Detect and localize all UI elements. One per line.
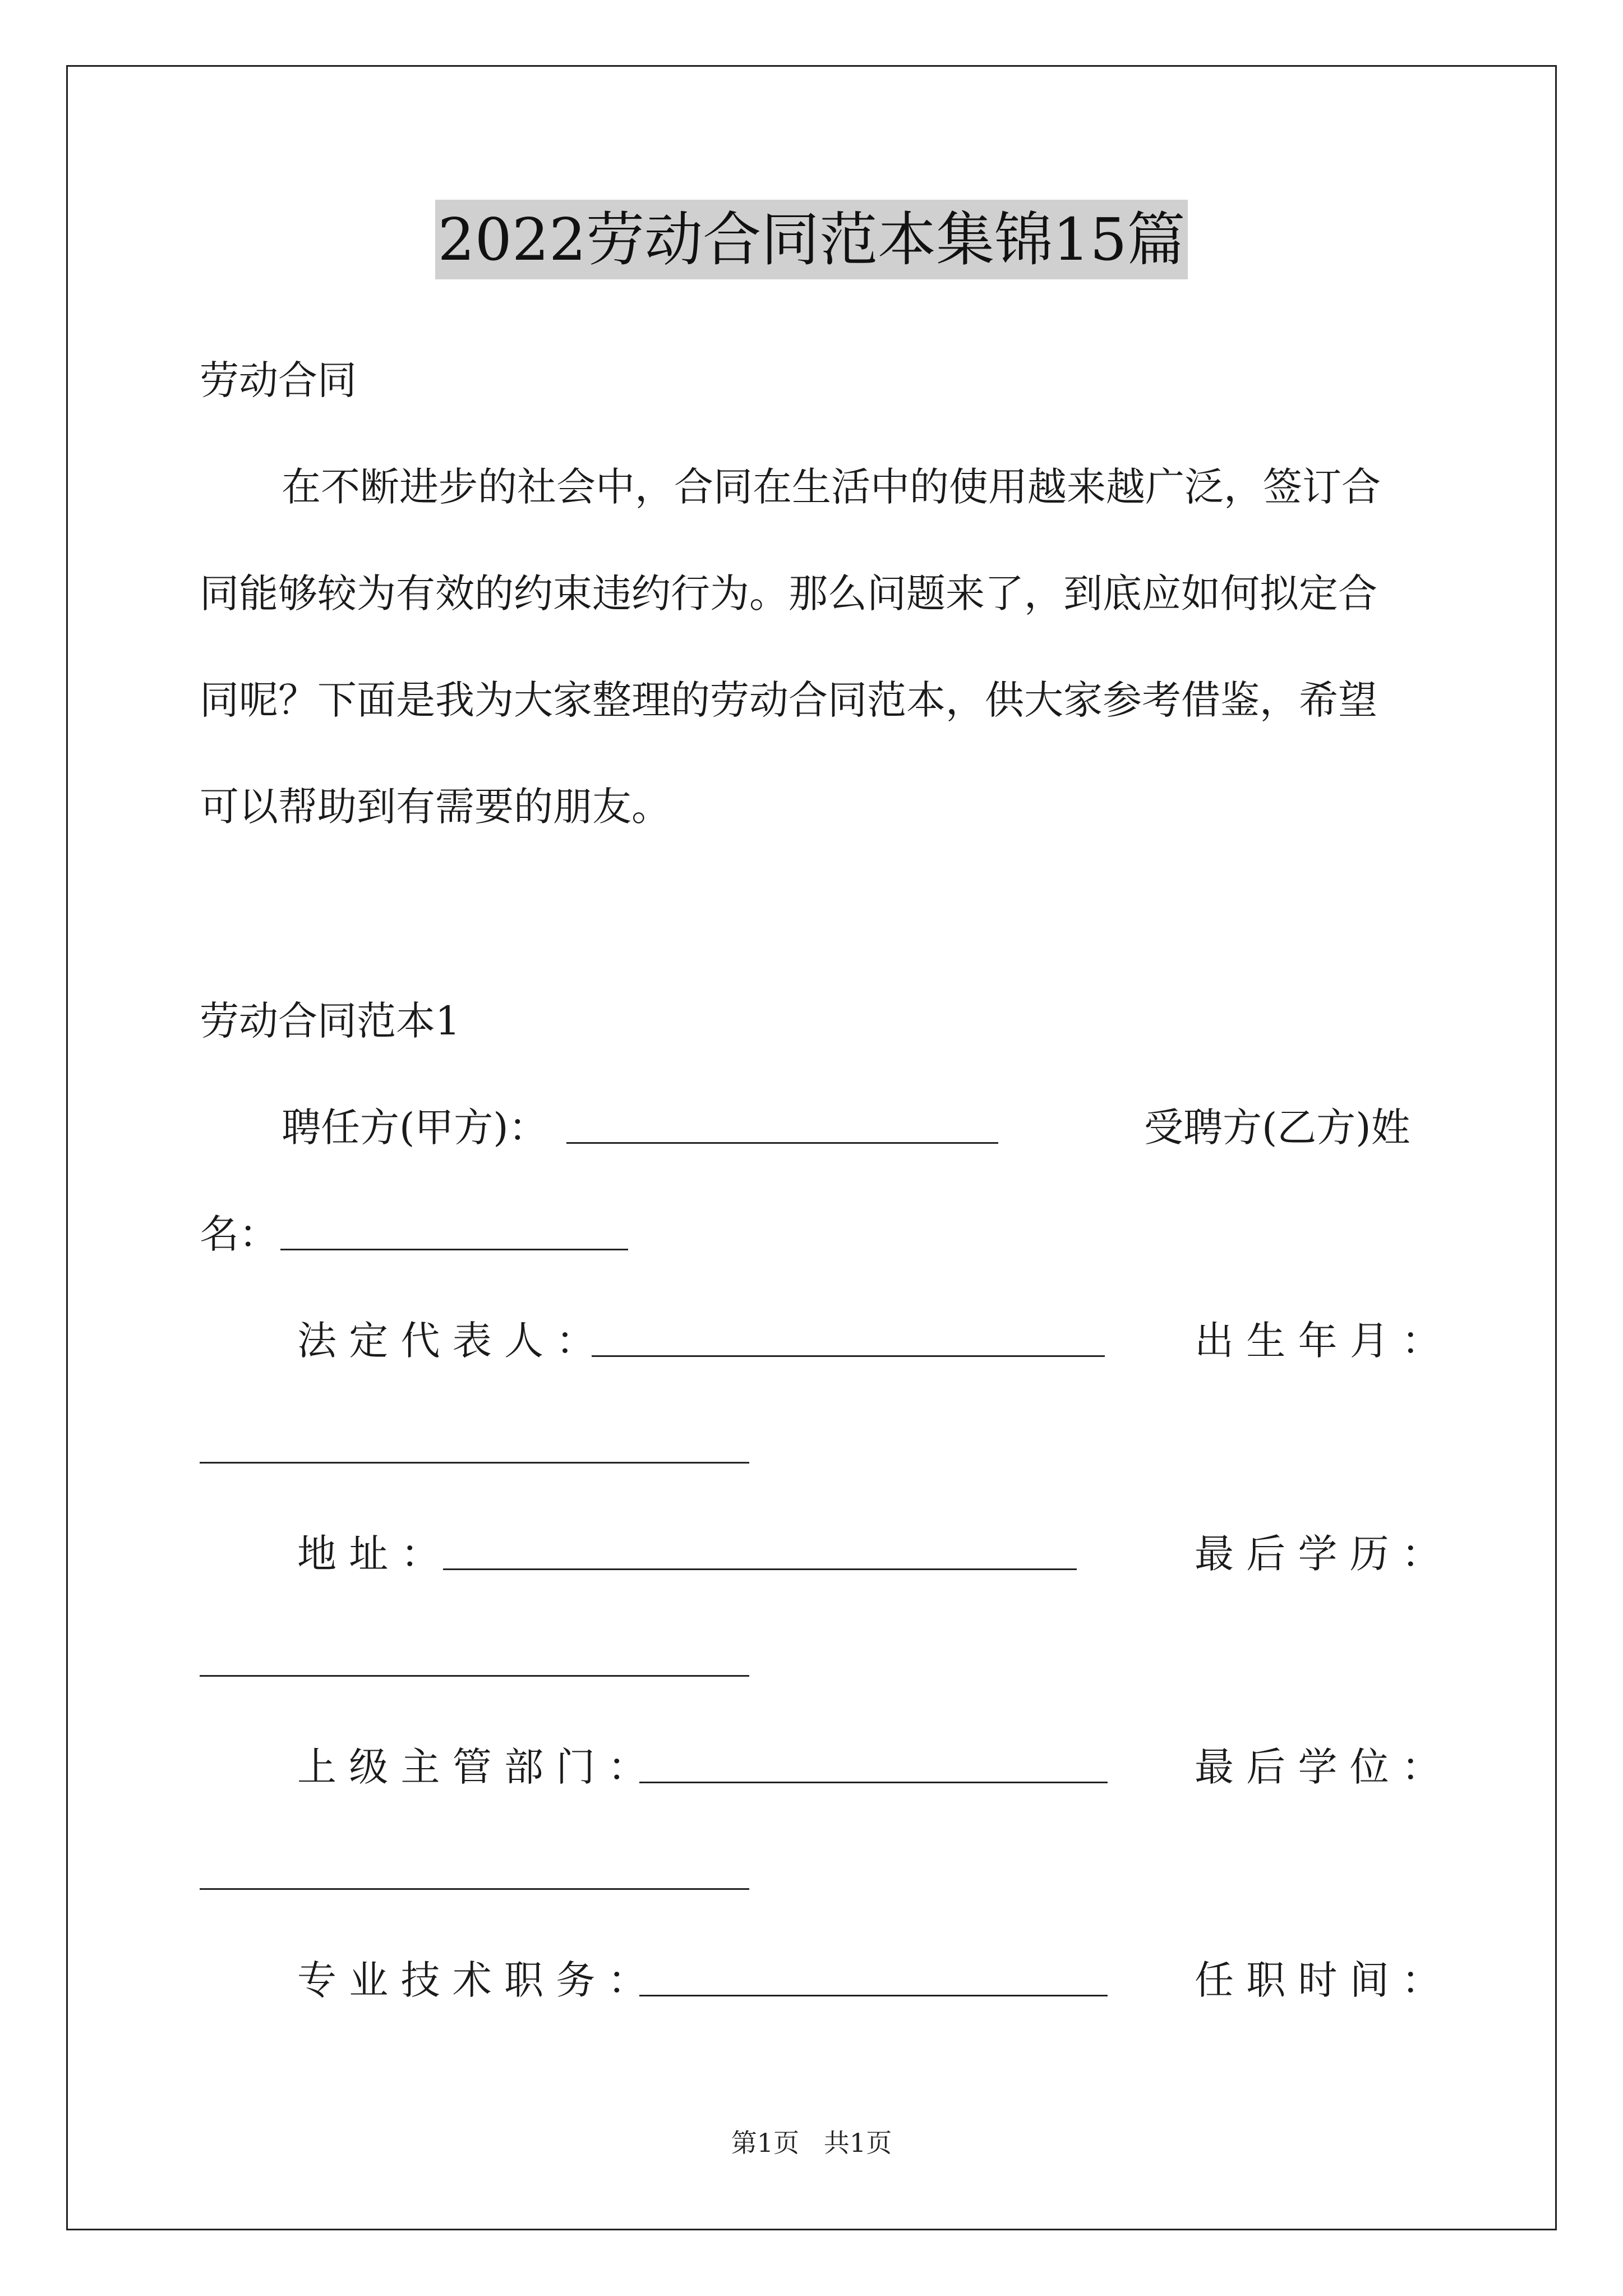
title-container	[0, 197, 1623, 282]
document-title: 2022劳动合同范本集锦15篇	[435, 200, 1187, 279]
legal-rep-blank[interactable]	[592, 1355, 1105, 1357]
birth-label: 出 生 年 月 ：	[1195, 1318, 1441, 1364]
page-footer: 第1页 共1页	[731, 2128, 892, 2158]
education-blank[interactable]	[200, 1675, 749, 1677]
tenure-label: 任 职 时 间 ：	[1195, 1957, 1441, 2003]
professional-title-label: 专 业 技 术 职 务 ：	[297, 1957, 647, 2003]
employee-name-label: 名：	[200, 1211, 278, 1257]
intro-line-2: 同能够较为有效的约束违约行为。那么问题来了，到底应如何拟定合	[200, 570, 1377, 616]
supervisor-blank[interactable]	[639, 1782, 1108, 1783]
employee-name-blank[interactable]	[280, 1249, 628, 1250]
professional-title-blank[interactable]	[639, 1995, 1108, 1996]
employer-label: 聘任方(甲方)：	[282, 1105, 548, 1151]
employer-blank[interactable]	[566, 1142, 998, 1144]
intro-heading: 劳动合同	[200, 357, 357, 403]
address-label: 地 址 ：	[297, 1531, 440, 1577]
degree-blank[interactable]	[200, 1888, 749, 1890]
intro-line-1: 在不断进步的社会中，合同在生活中的使用越来越广泛，签订合	[282, 464, 1381, 510]
employee-label: 受聘方(乙方)姓	[1144, 1105, 1410, 1151]
intro-line-4: 可以帮助到有需要的朋友。	[200, 784, 671, 830]
section-heading: 劳动合同范本1	[200, 998, 460, 1044]
legal-rep-label: 法 定 代 表 人 ：	[297, 1318, 596, 1364]
education-label: 最 后 学 历 ：	[1195, 1531, 1441, 1577]
degree-label: 最 后 学 位 ：	[1195, 1744, 1441, 1790]
supervisor-label: 上 级 主 管 部 门 ：	[297, 1744, 647, 1790]
intro-line-3: 同呢？下面是我为大家整理的劳动合同范本，供大家参考借鉴，希望	[200, 677, 1377, 723]
address-blank[interactable]	[443, 1568, 1077, 1570]
birth-blank[interactable]	[200, 1462, 749, 1464]
